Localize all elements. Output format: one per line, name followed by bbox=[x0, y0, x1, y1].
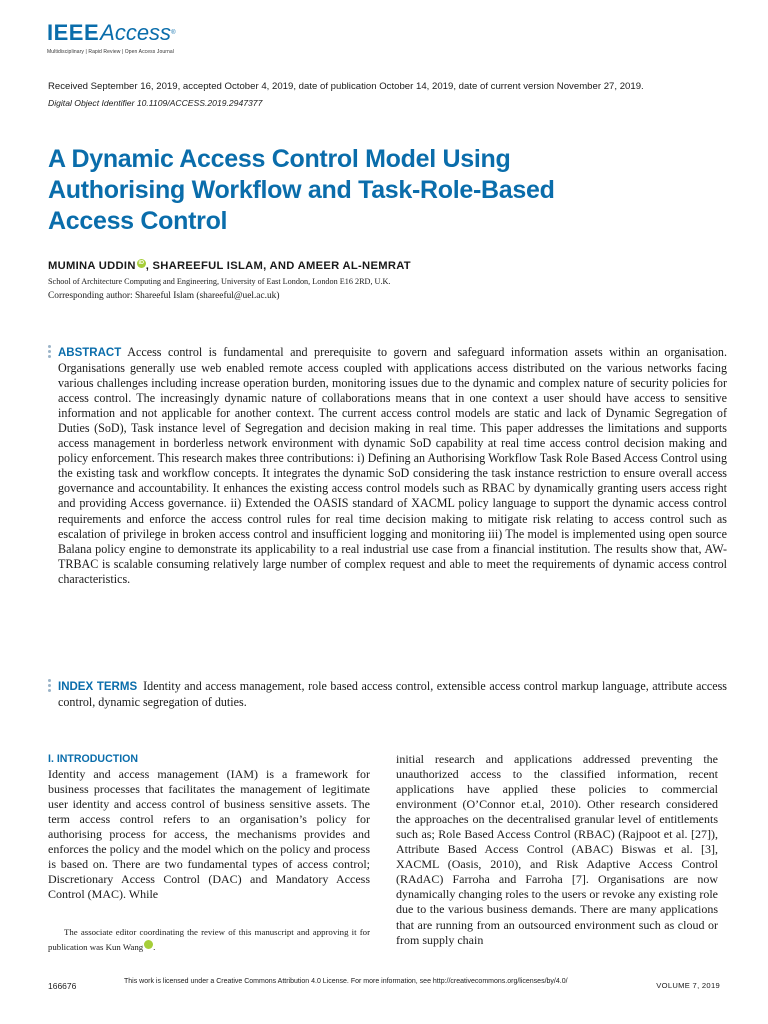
section-heading-introduction: I. INTRODUCTION bbox=[48, 753, 139, 765]
right-column bbox=[396, 752, 718, 948]
orcid-icon[interactable]: iD bbox=[138, 260, 144, 266]
first-author: MUMINA UDDIN bbox=[48, 260, 136, 272]
affiliation: School of Architecture Computing and Engineering, University of East London, London E16 2RD, U.K. bbox=[48, 277, 391, 286]
doi: Digital Object Identifier 10.1109/ACCESS.2019.2947377 bbox=[48, 98, 263, 108]
author-list bbox=[48, 259, 411, 273]
logo-trademark: ® bbox=[171, 30, 176, 36]
corresponding-author: Corresponding author: Shareeful Islam (shareeful@uel.ac.uk) bbox=[48, 291, 280, 301]
page-footer bbox=[48, 978, 720, 995]
paper-title bbox=[48, 144, 648, 237]
abstract-label: ABSTRACT bbox=[58, 347, 122, 359]
other-authors: , SHAREEFUL ISLAM, AND AMEER AL-NEMRAT bbox=[145, 260, 411, 272]
intro-paragraph-right: initial research and applications addressed preventing the unauthorized access to the classified information, recent applications have applied these policies to commercial environment (O’Connor et.al, 2010). Other research considered the approaches on the decentralised granular level of entitlements such as; Role Based Access Control (RBAC) (Rajpoot et al. [27]), Attribute Based Access Control (ABAC) Biswas et al. [3], XACML (Oasis, 2010), and Risk Adaptive Access Control (RAdAC) Farroha and Farroha [7]. Organisations are now dynamically changing roles to the users or revoke any existing role due to the various business demands. There are many applications that are running from an outsourced environment such as cloud or from supply chain bbox=[396, 752, 718, 947]
title-line-3: Access Control bbox=[48, 207, 228, 235]
title-line-1: A Dynamic Access Control Model Using bbox=[48, 145, 511, 173]
intro-paragraph-left: Identity and access management (IAM) is a framework for business processes that facilitates the management of legitimate user identity and access control of business sensitive assets. The term access control refers to an organisation’s policy for authorising process for access, the mechanisms provides and enforces the policy and the model which on the policy and process is based on. There are two fundamental types of access control; Discretionary Access Control (DAC) and Mandatory Access Control (MAC). While bbox=[48, 767, 370, 902]
index-terms-label: INDEX TERMS bbox=[58, 681, 138, 693]
abstract bbox=[58, 345, 727, 587]
publication-dates: Received September 16, 2019, accepted October 4, 2019, date of publication October 14, 2019, date of current version November 27, 2019. bbox=[48, 81, 644, 92]
editor-orcid-icon[interactable]: iD bbox=[144, 940, 153, 949]
ieee-access-logo bbox=[47, 21, 347, 45]
editor-footnote bbox=[48, 925, 370, 955]
abstract-text: Access control is fundamental and prerequisite to govern and safeguard information assets within an organisation. Organisations generally use web enabled remote access coupled with applications access distributed on the various networks facing various challenges including increase operation burden, monitoring issues due to the dynamic and complex nature of security policies for access control. The increasingly dynamic nature of collaborations means that in one context a user should have access to sensitive information and not applicable for another context. The current access control models are static and lack of Dynamic Segregation of Duties (SoD), Task instance level of Segregation and decision making in real time. This paper addresses the limitations and supports access management in borderless network environment with dynamic SoD capability at real time access control decision making and policy enforcement. This research makes three contributions: i) Defining an Authorising Workflow Task Role Based Access Control using the existing task and workflow concepts. It integrates the dynamic SoD considering the task instance restriction to ensure overall access governance and accountability. It enhances the existing access control models such as RBAC by dynamically granting users access right and providing Access governance. ii) Extended the OASIS standard of XACML policy language to support the dynamic access control requirements and enforce the access control rules for real time decision making to mitigate risk relating to access control such as escalation of privilege in broken access control and insufficient logging and monitoring iii) The model is implemented using open source Balana policy engine to demonstrate its applicability to a real industrial use case from a financial institution. The results show that, AW-TRBAC is scalable consuming relatively large number of complex request and able to meet the requirements of dynamic access control characteristics. bbox=[58, 345, 727, 586]
index-terms-marker-icon bbox=[48, 679, 52, 694]
abstract-marker-icon bbox=[48, 345, 52, 360]
footnote-text: The associate editor coordinating the review of this manuscript and approving it for publication was Kun Wang bbox=[48, 927, 370, 952]
license-notice[interactable]: This work is licensed under a Creative Commons Attribution 4.0 License. For more information, see http://creativecommons.org/licenses/by/4.0/ bbox=[124, 978, 568, 985]
logo-ieee: IEEE bbox=[47, 20, 100, 45]
footnote-end: . bbox=[153, 942, 156, 952]
page-number: 166676 bbox=[48, 981, 77, 991]
journal-masthead bbox=[47, 21, 347, 57]
title-line-2: Authorising Workflow and Task-Role-Based bbox=[48, 176, 555, 204]
logo-access: Access bbox=[100, 20, 172, 45]
volume-info: VOLUME 7, 2019 bbox=[656, 981, 720, 990]
index-terms-text: Identity and access management, role based access control, extensible access control markup language, attribute access control, dynamic segregation of duties. bbox=[58, 679, 727, 710]
index-terms bbox=[58, 679, 727, 710]
journal-tagline: Multidisciplinary | Rapid Review | Open Access Journal bbox=[47, 49, 174, 55]
left-column bbox=[48, 752, 370, 902]
